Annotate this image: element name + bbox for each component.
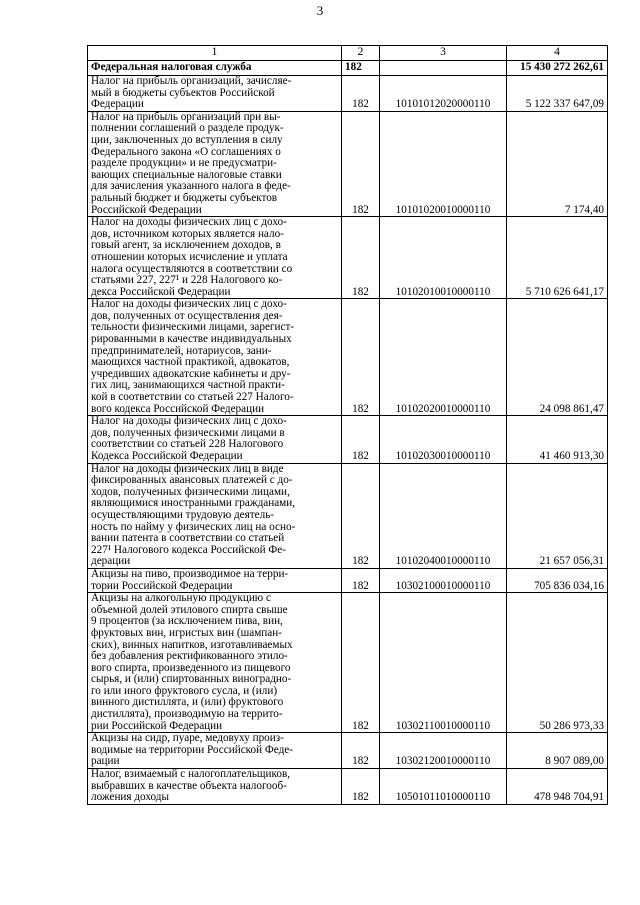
revenue-name-line: Российской Федерации [91, 203, 202, 216]
total-row [88, 61, 608, 76]
amount: 5 122 337 647,09 [507, 76, 608, 112]
revenue-name-line: Налог на прибыль организаций, зачисляе- [91, 75, 292, 87]
revenue-name-line: гих лиц, занимающихся частной практи- [91, 379, 285, 392]
column-number-3: 3 [380, 46, 507, 61]
revenue-name-line: водимые на территории Российской Феде- [91, 743, 293, 756]
revenue-name-line: статьями 227, 227¹ и 228 Налогового ко- [91, 274, 283, 287]
table-row [88, 733, 608, 769]
budget-classification-code: 10102040010000110 [380, 463, 507, 568]
revenue-name-line: объемной долей этилового спирта свыше [91, 603, 288, 616]
revenue-name-line: являющимися иностранными гражданами, [91, 497, 296, 510]
revenue-name-line: рированными в качестве индивидуальных [91, 333, 292, 346]
revenue-name [88, 76, 342, 112]
revenue-name-line: Налог на доходы физических лиц с дохо- [91, 216, 287, 229]
revenue-name-line: рации [91, 755, 120, 768]
revenue-name-line: дов, полученных физическими лицами в [91, 426, 285, 439]
revenue-name-line: ложения доходы [91, 791, 170, 804]
admin-code: 182 [342, 217, 380, 299]
page-number: 3 [316, 3, 324, 18]
amount: 50 286 973,33 [507, 593, 608, 733]
revenue-name-line: мый в бюджеты субъектов Российской [91, 86, 275, 99]
revenue-name-line: Налог, взимаемый с налогоплательщиков, [91, 768, 291, 781]
budget-classification-code: 10102010010000110 [380, 217, 507, 299]
admin-code: 182 [342, 733, 380, 769]
revenue-name-line: Налог на прибыль организаций при вы- [91, 110, 281, 123]
table-row [88, 416, 608, 463]
admin-code: 182 [342, 416, 380, 463]
table-row [88, 76, 608, 112]
revenue-name-line: Налог на доходы физических лиц с дохо- [91, 415, 287, 428]
revenue-name [88, 416, 342, 463]
revenue-name [88, 299, 342, 416]
amount: 24 098 861,47 [507, 299, 608, 416]
table-row [88, 299, 608, 416]
revenue-name [88, 769, 342, 805]
revenue-name-line: дистиллята), производимую на террито- [91, 708, 283, 721]
amount: 8 907 089,00 [507, 733, 608, 769]
amount: 21 657 056,31 [507, 463, 608, 568]
revenue-name-line: винного дистиллята, и (или) фруктового [91, 696, 284, 709]
table-row [88, 568, 608, 592]
budget-classification-code: 10102020010000110 [380, 299, 507, 416]
admin-code: 182 [342, 568, 380, 592]
revenue-name-line: ходов, полученных физическими лицами, [91, 485, 290, 498]
admin-code: 182 [342, 593, 380, 733]
revenue-name-line: отношении которых исчисление и уплата [91, 250, 288, 263]
budget-revenue-table [87, 45, 608, 805]
table-row [88, 111, 608, 216]
revenue-name-line: 9 процентов (за исключением пива, вин, [91, 615, 283, 628]
revenue-name-line: Акцизы на сидр, пуаре, медовуху произ- [91, 732, 284, 745]
revenue-name-line: для зачисления указанного налога в феде- [91, 180, 291, 193]
revenue-name-line: выбравших в качестве объекта налогооб- [91, 779, 287, 792]
table-row [88, 593, 608, 733]
revenue-name [88, 111, 342, 216]
revenue-name-line: вании патента в соответствии со статьей [91, 532, 285, 545]
revenue-name-line: Акцизы на алкогольную продукцию с [91, 592, 271, 605]
table-row [88, 769, 608, 805]
column-number-2: 2 [342, 46, 380, 61]
revenue-name-line: рии Российской Федерации [91, 719, 223, 732]
revenue-name [88, 463, 342, 568]
revenue-name-line: Акцизы на пиво, производимое на терри- [91, 567, 289, 580]
amount: 41 460 913,30 [507, 416, 608, 463]
revenue-name-line: соответствии со статьей 228 Налогового [91, 438, 284, 451]
table-row [88, 217, 608, 299]
revenue-name-line: ции, заключенных до вступления в силу [91, 133, 283, 146]
revenue-name-line: фиксированных авансовых платежей с до- [91, 474, 293, 487]
admin-code: 182 [342, 769, 380, 805]
amount: 705 836 034,16 [507, 568, 608, 592]
revenue-name-line: без добавления ректификованного этило- [91, 650, 288, 663]
revenue-name-line: осуществляющими трудовую деятель- [91, 508, 275, 521]
revenue-name-line: фруктовых вин, игристых вин (шампан- [91, 626, 282, 639]
revenue-name-line: тельности физическими лицами, зарегист- [91, 321, 295, 334]
revenue-name-line: дерации [91, 555, 131, 568]
column-number-1: 1 [88, 46, 342, 61]
revenue-name-line: ральный бюджет и бюджеты субъектов [91, 191, 278, 204]
revenue-name-line: 227¹ Налогового кодекса Российской Фе- [91, 543, 286, 556]
revenue-name-line: разделе продукции» и не предусматри- [91, 157, 277, 170]
revenue-name [88, 733, 342, 769]
revenue-name-line: сырья, и (или) спиртованных виноградно- [91, 673, 292, 686]
amount: 478 948 704,91 [507, 769, 608, 805]
revenue-name [88, 593, 342, 733]
budget-classification-code: 10102030010000110 [380, 416, 507, 463]
total-amount: 15 430 272 262,61 [507, 61, 608, 76]
admin-code: 182 [342, 463, 380, 568]
revenue-name-line: ских), винных напитков, изготавливаемых [91, 638, 293, 651]
table-row [88, 463, 608, 568]
revenue-name-line: Кодекса Российской Федерации [91, 450, 243, 462]
column-number-header-row [88, 46, 608, 61]
column-number-4: 4 [507, 46, 608, 61]
total-kbk [380, 61, 507, 76]
total-admin-code: 182 [342, 61, 380, 76]
budget-classification-code: 10101020010000110 [380, 111, 507, 216]
revenue-name-line: дов, источником которых является нало- [91, 227, 284, 240]
revenue-name-line: тории Российской Федерации [91, 579, 233, 592]
revenue-name-line: декса Российской Федерации [91, 285, 231, 298]
revenue-name-line: кой в соответствии со статьей 227 Налого- [91, 391, 294, 404]
revenue-name-line: го или иного фруктового сусла, и (или) [91, 684, 278, 697]
revenue-name [88, 217, 342, 299]
revenue-name-line: вающих специальные налоговые ставки [91, 168, 282, 181]
revenue-name-line: учредивших адвокатские кабинеты и дру- [91, 367, 291, 380]
revenue-name-line: дов, полученных от осуществления дея- [91, 309, 283, 322]
revenue-name-line: ность по найму у физических лиц на осно- [91, 520, 296, 533]
budget-classification-code: 10302120010000110 [380, 733, 507, 769]
revenue-name-line: Федерального закона «О соглашениях о [91, 145, 281, 158]
revenue-name-line: говый агент, за исключением доходов, в [91, 239, 281, 252]
budget-classification-code: 10302110010000110 [380, 593, 507, 733]
budget-classification-code: 10302100010000110 [380, 568, 507, 592]
admin-code: 182 [342, 111, 380, 216]
revenue-name-line: вого кодекса Российской Федерации [91, 402, 265, 415]
revenue-name-line: полнении соглашений о разделе продук- [91, 122, 284, 135]
admin-code: 182 [342, 76, 380, 112]
revenue-name-line: Налог на доходы физических лиц с дохо- [91, 298, 287, 311]
revenue-name-line: Федерации [91, 98, 144, 111]
revenue-name-line: предпринимателей, нотариусов, зани- [91, 344, 272, 357]
revenue-name [88, 568, 342, 592]
budget-classification-code: 10101012020000110 [380, 76, 507, 112]
amount: 5 710 626 641,17 [507, 217, 608, 299]
admin-code: 182 [342, 299, 380, 416]
total-name: Федеральная налоговая служба [88, 61, 342, 76]
revenue-name-line: налога осуществляются в соответствии со [91, 262, 293, 275]
amount: 7 174,40 [507, 111, 608, 216]
budget-classification-code: 10501011010000110 [380, 769, 507, 805]
revenue-name-line: Налог на доходы физических лиц в виде [91, 462, 284, 475]
revenue-name-line: мающихся частной практикой, адвокатов, [91, 356, 290, 369]
revenue-name-line: вого спирта, произведенного из пищевого [91, 661, 291, 674]
